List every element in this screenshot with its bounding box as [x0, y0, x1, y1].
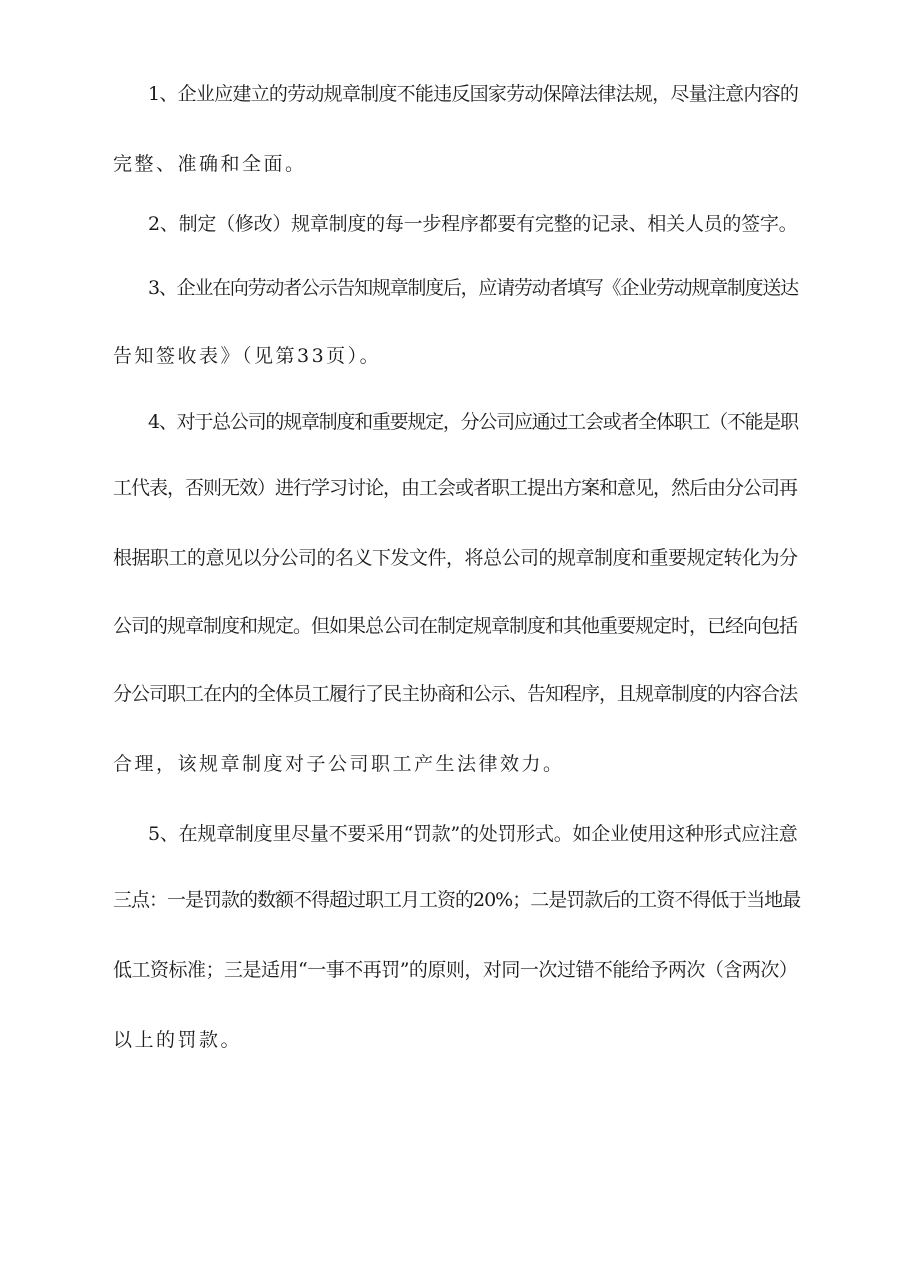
text-line: 合理，该规章制度对子公司职工产生法律效力。: [113, 753, 565, 775]
text-line: 工代表，否则无效）进行学习讨论，由工会或者职工提出方案和意见，然后由分公司再: [113, 477, 798, 499]
text-line: 1、企业应建立的劳动规章制度不能违反国家劳动保障法律法规，尽量注意内容的: [148, 83, 799, 105]
text-line: 低工资标准；三是适用“一事不再罚”的原则，对同一次过错不能给予两次（含两次）: [113, 959, 798, 981]
text-line: 以上的罚款。: [113, 1029, 243, 1051]
text-line: 3、企业在向劳动者公示告知规章制度后，应请劳动者填写《企业劳动规章制度送达: [148, 277, 798, 299]
text-line: 2、制定（修改）规章制度的每一步程序都要有完整的记录、相关人员的签字。: [148, 213, 798, 235]
text-line: 5、在规章制度里尽量不要采用“罚款”的处罚形式。如企业使用这种形式应注意: [148, 823, 798, 845]
text-line: 分公司职工在内的全体员工履行了民主协商和公示、告知程序，且规章制度的内容合法: [113, 683, 798, 705]
text-line: 根据职工的意见以分公司的名义下发文件，将总公司的规章制度和重要规定转化为分: [113, 547, 798, 569]
text-line: 公司的规章制度和规定。但如果总公司在制定规章制度和其他重要规定时，已经向包括: [113, 615, 798, 637]
text-line: 完整、准确和全面。: [113, 153, 307, 175]
text-line: 告知签收表》（见第33页）。: [113, 345, 382, 367]
text-line: 4、对于总公司的规章制度和重要规定，分公司应通过工会或者全体职工（不能是职: [148, 411, 798, 433]
text-line: 三点：一是罚款的数额不得超过职工月工资的20%；二是罚款后的工资不得低于当地最: [113, 889, 801, 911]
